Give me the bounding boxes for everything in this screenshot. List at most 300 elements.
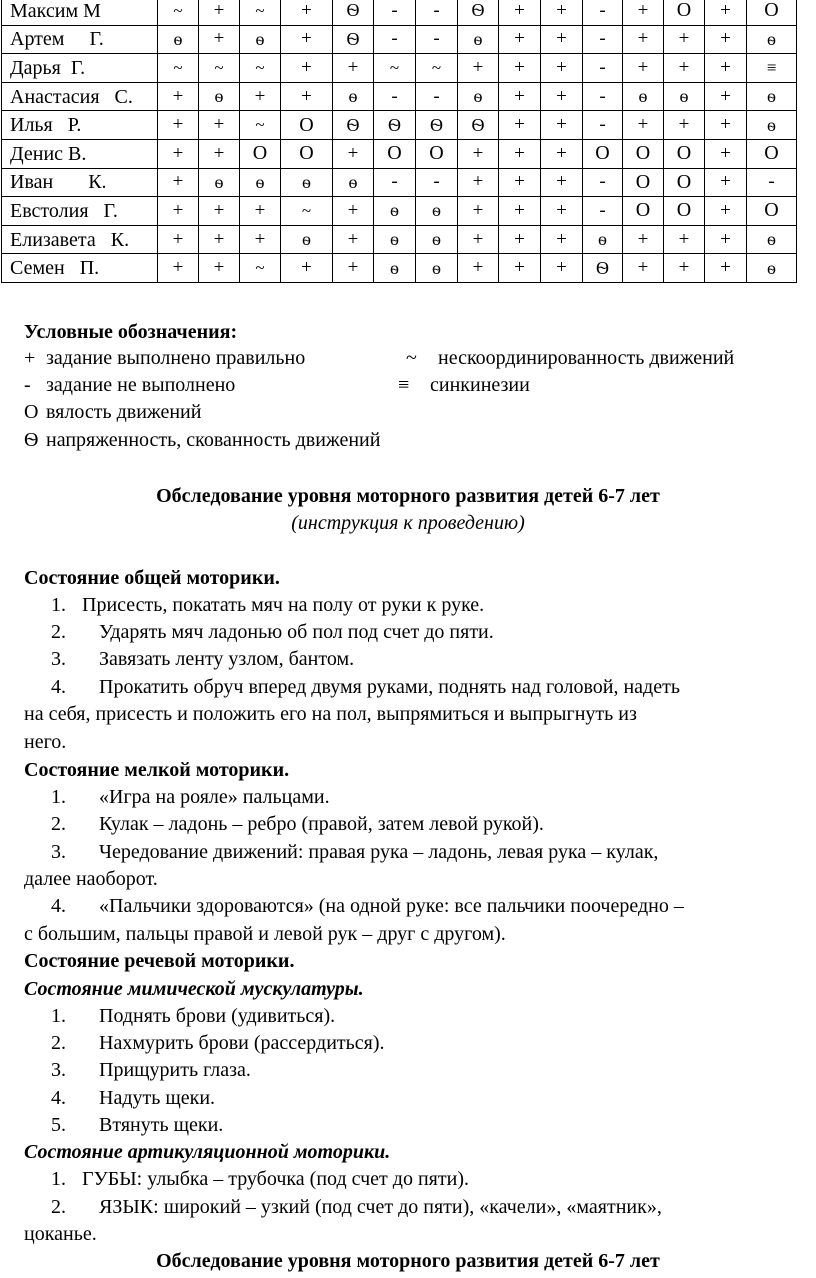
result-cell bbox=[747, 0, 797, 25]
list-item: 3. Прищурить глаза. bbox=[51, 1059, 251, 1081]
result-cell bbox=[416, 0, 458, 25]
result-symbol: ѳ bbox=[255, 28, 265, 49]
result-symbol: - bbox=[599, 0, 606, 21]
result-symbol: ≡ bbox=[766, 57, 777, 77]
result-symbol: О bbox=[676, 0, 692, 22]
result-cell bbox=[664, 0, 705, 25]
result-cell bbox=[240, 111, 281, 140]
result-symbol: Ѳ bbox=[471, 0, 485, 21]
result-cell bbox=[705, 254, 747, 283]
result-symbol: - bbox=[599, 28, 606, 50]
result-symbol: О bbox=[764, 0, 779, 22]
result-symbol: + bbox=[720, 142, 731, 164]
section-heading: Состояние общей моторики. bbox=[24, 567, 280, 589]
result-cell bbox=[458, 197, 499, 226]
result-symbol: ѳ bbox=[390, 229, 399, 250]
result-cell bbox=[499, 225, 541, 254]
result-symbol: - bbox=[599, 199, 606, 221]
result-symbol: ѳ bbox=[302, 171, 311, 192]
result-symbol: ~ bbox=[389, 57, 400, 77]
result-cell bbox=[499, 0, 541, 25]
result-symbol: + bbox=[514, 171, 525, 193]
result-symbol: + bbox=[213, 114, 225, 136]
result-symbol: + bbox=[301, 28, 312, 50]
result-cell bbox=[240, 25, 281, 54]
result-cell bbox=[199, 82, 240, 111]
result-symbol: ѳ bbox=[598, 229, 607, 250]
result-cell bbox=[158, 168, 199, 197]
result-cell bbox=[664, 168, 705, 197]
result-cell bbox=[541, 139, 583, 168]
result-cell bbox=[333, 82, 374, 111]
student-name-cell: Артем Г. bbox=[2, 25, 158, 54]
result-symbol: ~ bbox=[255, 258, 265, 278]
list-item-continuation: него. bbox=[24, 731, 67, 753]
list-item: 5. Втянуть щеки. bbox=[51, 1114, 224, 1136]
result-cell bbox=[416, 225, 458, 254]
legend-text: нескоординированность движений bbox=[438, 347, 735, 369]
legend-item bbox=[406, 347, 734, 370]
result-symbol: Ѳ bbox=[346, 114, 360, 135]
result-cell bbox=[664, 225, 705, 254]
legend-text: напряженность, скованность движений bbox=[46, 429, 381, 451]
list-item: 4. «Пальчики здороваются» (на одной руке: все пальчики поочередно – bbox=[51, 895, 684, 917]
list-item-continuation: цоканье. bbox=[24, 1223, 97, 1245]
result-symbol: - bbox=[433, 28, 440, 50]
result-symbol: ~ bbox=[173, 0, 183, 20]
result-symbol: ѳ bbox=[173, 28, 183, 49]
list-item-continuation: далее наоборот. bbox=[24, 868, 158, 890]
result-symbol: + bbox=[472, 257, 484, 279]
result-cell bbox=[333, 0, 374, 25]
result-cell bbox=[240, 254, 281, 283]
result-symbol: + bbox=[514, 0, 525, 21]
result-symbol: ~ bbox=[255, 115, 265, 135]
list-item: 2. Нахмурить брови (рассердиться). bbox=[51, 1032, 385, 1054]
result-symbol: + bbox=[720, 171, 731, 193]
result-symbol: ѳ bbox=[255, 171, 265, 192]
result-cell bbox=[281, 197, 333, 226]
result-symbol: + bbox=[347, 142, 359, 164]
result-cell bbox=[541, 0, 583, 25]
result-symbol: Ѳ bbox=[346, 28, 360, 49]
result-symbol: О bbox=[635, 142, 651, 165]
result-symbol: ѳ bbox=[348, 86, 358, 107]
result-symbol: ѳ bbox=[638, 86, 648, 107]
result-cell bbox=[623, 25, 664, 54]
result-cell bbox=[281, 254, 333, 283]
result-cell bbox=[416, 139, 458, 168]
result-cell bbox=[199, 25, 240, 54]
result-symbol: О bbox=[764, 199, 779, 222]
result-cell bbox=[199, 0, 240, 25]
result-symbol: + bbox=[301, 0, 312, 21]
result-symbol: + bbox=[301, 85, 312, 107]
result-symbol: + bbox=[556, 56, 567, 78]
result-symbol: О bbox=[595, 142, 610, 165]
doc-subtitle: (инструкция к проведению) bbox=[291, 512, 525, 534]
result-symbol: + bbox=[472, 228, 484, 250]
result-symbol: О bbox=[676, 170, 692, 193]
student-name-cell: Елизавета К. bbox=[2, 225, 158, 254]
result-symbol: + bbox=[637, 0, 649, 21]
legend-item bbox=[24, 347, 305, 370]
result-symbol: + bbox=[347, 228, 359, 250]
result-cell bbox=[374, 197, 416, 226]
result-symbol: ѳ bbox=[679, 86, 689, 107]
result-symbol: - bbox=[391, 28, 398, 50]
list-item: 3. Завязать ленту узлом, бантом. bbox=[51, 648, 355, 670]
result-symbol: О bbox=[676, 199, 692, 222]
result-cell bbox=[747, 139, 797, 168]
result-cell bbox=[705, 225, 747, 254]
student-name-cell: Денис В. bbox=[2, 139, 158, 168]
result-cell bbox=[747, 254, 797, 283]
result-cell bbox=[664, 254, 705, 283]
result-symbol: ѳ bbox=[473, 86, 483, 107]
result-symbol: + bbox=[514, 85, 525, 107]
result-symbol: + bbox=[514, 142, 525, 164]
result-cell bbox=[333, 25, 374, 54]
result-symbol: О bbox=[387, 142, 402, 165]
result-cell bbox=[499, 139, 541, 168]
result-cell bbox=[158, 0, 199, 25]
result-symbol: + bbox=[254, 85, 266, 107]
result-cell bbox=[416, 54, 458, 83]
section-heading: Состояние мелкой моторики. bbox=[24, 759, 290, 781]
result-cell bbox=[199, 197, 240, 226]
result-cell bbox=[333, 168, 374, 197]
result-cell bbox=[623, 168, 664, 197]
result-symbol: ѳ bbox=[767, 114, 776, 135]
result-symbol: ~ bbox=[431, 57, 442, 77]
table-row bbox=[2, 254, 797, 283]
result-cell bbox=[158, 54, 199, 83]
legend-text: задание выполнено правильно bbox=[46, 347, 306, 369]
result-cell bbox=[583, 225, 623, 254]
result-cell bbox=[158, 25, 199, 54]
result-symbol: + bbox=[556, 171, 567, 193]
result-cell bbox=[281, 82, 333, 111]
list-item: 4. Прокатить обруч вперед двумя руками, поднять над головой, надеть bbox=[51, 676, 680, 698]
result-cell bbox=[240, 54, 281, 83]
student-name-cell: Семен П. bbox=[2, 254, 158, 283]
result-cell bbox=[541, 54, 583, 83]
result-cell bbox=[664, 54, 705, 83]
legend-symbol: Ѳ bbox=[24, 429, 39, 451]
result-cell bbox=[705, 0, 747, 25]
list-item: 2. Кулак – ладонь – ребро (правой, затем левой рукой). bbox=[51, 813, 544, 835]
result-cell bbox=[333, 111, 374, 140]
legend-item bbox=[24, 374, 235, 397]
list-item: 3. Чередование движений: правая рука – ладонь, левая рука – кулак, bbox=[51, 841, 659, 863]
result-symbol: - bbox=[433, 0, 440, 21]
result-symbol: + bbox=[556, 142, 567, 164]
result-symbol: ѳ bbox=[302, 229, 311, 250]
result-cell bbox=[499, 25, 541, 54]
result-cell bbox=[583, 82, 623, 111]
result-symbol: + bbox=[556, 228, 567, 250]
list-item: 2. ЯЗЫК: широкий – узкий (под счет до пяти), «качели», «маятник», bbox=[51, 1196, 662, 1218]
result-symbol: О bbox=[252, 142, 268, 165]
result-cell bbox=[747, 54, 797, 83]
result-cell bbox=[705, 82, 747, 111]
result-cell bbox=[541, 82, 583, 111]
table-row bbox=[2, 82, 797, 111]
result-cell bbox=[583, 54, 623, 83]
result-symbol: + bbox=[514, 114, 525, 136]
list-item: 1. Присесть, покатать мяч на полу от руки к руке. bbox=[51, 594, 485, 616]
result-cell bbox=[747, 225, 797, 254]
result-cell bbox=[458, 139, 499, 168]
result-symbol: + bbox=[637, 114, 649, 136]
result-cell bbox=[705, 54, 747, 83]
result-symbol: ѳ bbox=[767, 86, 776, 107]
result-cell bbox=[705, 168, 747, 197]
result-cell bbox=[623, 0, 664, 25]
result-cell bbox=[281, 0, 333, 25]
result-symbol: ѳ bbox=[390, 257, 399, 278]
result-symbol: + bbox=[213, 257, 225, 279]
result-symbol: ~ bbox=[255, 0, 265, 20]
result-cell bbox=[747, 82, 797, 111]
table-row bbox=[2, 197, 797, 226]
result-symbol: + bbox=[301, 257, 312, 279]
result-cell bbox=[747, 25, 797, 54]
result-symbol: ѳ bbox=[390, 200, 399, 221]
result-symbol: + bbox=[172, 85, 184, 107]
result-cell bbox=[623, 197, 664, 226]
result-symbol: + bbox=[172, 171, 184, 193]
result-symbol: ~ bbox=[173, 57, 183, 77]
result-symbol: ѳ bbox=[432, 229, 441, 250]
result-cell bbox=[158, 82, 199, 111]
result-cell bbox=[664, 139, 705, 168]
list-item: 4. Надуть щеки. bbox=[51, 1087, 216, 1109]
result-cell bbox=[747, 197, 797, 226]
result-cell bbox=[199, 225, 240, 254]
result-symbol: + bbox=[514, 257, 525, 279]
result-cell bbox=[583, 254, 623, 283]
result-symbol: - bbox=[599, 114, 606, 136]
result-cell bbox=[333, 54, 374, 83]
table-row bbox=[2, 25, 797, 54]
result-cell bbox=[333, 139, 374, 168]
result-symbol: О bbox=[299, 113, 314, 136]
result-cell bbox=[416, 197, 458, 226]
result-cell bbox=[199, 111, 240, 140]
result-symbol: + bbox=[172, 257, 184, 279]
result-cell bbox=[499, 54, 541, 83]
results-table bbox=[1, 0, 797, 283]
footer-title: Обследование уровня моторного развития детей 6-7 лет bbox=[156, 1250, 660, 1272]
result-cell bbox=[705, 25, 747, 54]
result-symbol: + bbox=[678, 28, 690, 50]
result-symbol: - bbox=[768, 171, 775, 193]
result-symbol: + bbox=[172, 114, 184, 136]
result-symbol: + bbox=[678, 228, 690, 250]
result-symbol: + bbox=[254, 228, 266, 250]
result-symbol: ѳ bbox=[214, 86, 224, 107]
result-cell bbox=[583, 25, 623, 54]
section-heading: Состояние речевой моторики. bbox=[24, 950, 295, 972]
result-cell bbox=[281, 54, 333, 83]
result-symbol: + bbox=[556, 28, 567, 50]
result-cell bbox=[499, 168, 541, 197]
result-symbol: О bbox=[764, 142, 779, 165]
result-cell bbox=[199, 168, 240, 197]
result-symbol: + bbox=[720, 199, 731, 221]
result-cell bbox=[199, 54, 240, 83]
result-symbol: ѳ bbox=[767, 257, 776, 278]
result-cell bbox=[199, 139, 240, 168]
result-cell bbox=[240, 82, 281, 111]
result-cell bbox=[158, 197, 199, 226]
legend-text: вялость движений bbox=[46, 401, 202, 423]
result-cell bbox=[705, 111, 747, 140]
result-symbol: - bbox=[433, 85, 440, 107]
result-symbol: Ѳ bbox=[388, 114, 401, 135]
result-symbol: + bbox=[172, 228, 184, 250]
legend-title: Условные обозначения: bbox=[24, 321, 238, 343]
result-cell bbox=[158, 139, 199, 168]
result-symbol: + bbox=[472, 142, 484, 164]
result-symbol: + bbox=[720, 257, 731, 279]
result-cell bbox=[374, 111, 416, 140]
result-cell bbox=[747, 111, 797, 140]
result-cell bbox=[240, 225, 281, 254]
result-cell bbox=[333, 197, 374, 226]
list-item: 1. Поднять брови (удивиться). bbox=[51, 1005, 336, 1027]
list-item: 2. Ударять мяч ладонью об пол под счет до пяти. bbox=[51, 621, 494, 643]
result-symbol: ~ bbox=[214, 57, 224, 77]
result-symbol: + bbox=[678, 114, 690, 136]
subsection-heading: Состояние артикуляционной моторики. bbox=[24, 1141, 391, 1163]
result-symbol: + bbox=[213, 0, 225, 21]
result-cell bbox=[374, 225, 416, 254]
result-symbol: + bbox=[172, 142, 184, 164]
result-symbol: Ѳ bbox=[346, 0, 360, 21]
result-symbol: Ѳ bbox=[596, 257, 609, 278]
result-symbol: - bbox=[391, 171, 398, 193]
result-symbol: - bbox=[391, 0, 398, 21]
result-cell bbox=[499, 82, 541, 111]
result-symbol: + bbox=[637, 56, 649, 78]
result-symbol: + bbox=[472, 199, 484, 221]
legend-symbol: + bbox=[24, 347, 36, 369]
result-symbol: - bbox=[599, 56, 606, 78]
result-cell bbox=[458, 82, 499, 111]
result-symbol: ѳ bbox=[473, 28, 483, 49]
student-name-cell: Максим М bbox=[2, 0, 158, 25]
result-cell bbox=[374, 25, 416, 54]
result-cell bbox=[623, 82, 664, 111]
result-cell bbox=[333, 225, 374, 254]
result-cell bbox=[416, 254, 458, 283]
result-symbol: + bbox=[556, 114, 567, 136]
result-cell bbox=[583, 197, 623, 226]
result-symbol: + bbox=[720, 85, 731, 107]
result-cell bbox=[458, 225, 499, 254]
result-symbol: + bbox=[556, 257, 567, 279]
result-cell bbox=[583, 111, 623, 140]
legend-item bbox=[24, 429, 380, 452]
list-item: 1. «Игра на рояле» пальцами. bbox=[51, 786, 330, 808]
result-symbol: + bbox=[514, 56, 525, 78]
result-cell bbox=[281, 168, 333, 197]
doc-title: Обследование уровня моторного развития детей 6-7 лет bbox=[156, 485, 660, 507]
result-cell bbox=[664, 111, 705, 140]
result-symbol: ~ bbox=[255, 57, 265, 77]
student-name-cell: Иван К. bbox=[2, 168, 158, 197]
result-cell bbox=[240, 139, 281, 168]
result-cell bbox=[240, 197, 281, 226]
result-cell bbox=[623, 54, 664, 83]
result-symbol: + bbox=[213, 28, 225, 50]
list-item-continuation: с большим, пальцы правой и левой рук – друг с другом). bbox=[24, 923, 506, 945]
result-cell bbox=[458, 54, 499, 83]
result-symbol: + bbox=[678, 56, 690, 78]
result-symbol: + bbox=[472, 171, 484, 193]
result-cell bbox=[374, 139, 416, 168]
result-symbol: ѳ bbox=[348, 171, 358, 192]
result-cell bbox=[541, 25, 583, 54]
result-symbol: Ѳ bbox=[430, 114, 443, 135]
result-cell bbox=[374, 168, 416, 197]
result-symbol: + bbox=[472, 56, 484, 78]
result-symbol: О bbox=[676, 142, 692, 165]
list-item: 1. ГУБЫ: улыбка – трубочка (под счет до пяти). bbox=[51, 1168, 469, 1190]
result-symbol: + bbox=[637, 28, 649, 50]
result-symbol: + bbox=[347, 56, 359, 78]
legend-item bbox=[24, 401, 201, 424]
student-name-cell: Евстолия Г. bbox=[2, 197, 158, 226]
result-cell bbox=[374, 254, 416, 283]
legend-symbol: О bbox=[24, 401, 39, 423]
result-symbol: ѳ bbox=[432, 200, 441, 221]
result-symbol: + bbox=[556, 85, 567, 107]
subsection-heading: Состояние мимической мускулатуры. bbox=[24, 978, 364, 1000]
result-cell bbox=[541, 111, 583, 140]
result-symbol: О bbox=[429, 142, 444, 165]
result-cell bbox=[541, 197, 583, 226]
result-cell bbox=[158, 225, 199, 254]
result-cell bbox=[541, 225, 583, 254]
result-symbol: ѳ bbox=[214, 171, 224, 192]
result-symbol: + bbox=[720, 228, 731, 250]
result-symbol: + bbox=[720, 28, 731, 50]
result-symbol: + bbox=[514, 228, 525, 250]
result-cell bbox=[374, 82, 416, 111]
result-symbol: - bbox=[599, 85, 606, 107]
table-row bbox=[2, 0, 797, 25]
result-cell bbox=[583, 168, 623, 197]
legend-symbol: - bbox=[24, 374, 31, 396]
table-row bbox=[2, 139, 797, 168]
result-cell bbox=[333, 254, 374, 283]
result-symbol: Ѳ bbox=[471, 114, 485, 135]
result-symbol: + bbox=[637, 228, 649, 250]
legend-symbol: ~ bbox=[406, 347, 417, 369]
result-cell bbox=[705, 197, 747, 226]
result-symbol: ѳ bbox=[767, 229, 776, 250]
result-cell bbox=[499, 254, 541, 283]
result-symbol: + bbox=[678, 257, 690, 279]
result-cell bbox=[281, 139, 333, 168]
result-cell bbox=[623, 254, 664, 283]
result-symbol: + bbox=[213, 199, 225, 221]
result-symbol: + bbox=[720, 0, 731, 21]
